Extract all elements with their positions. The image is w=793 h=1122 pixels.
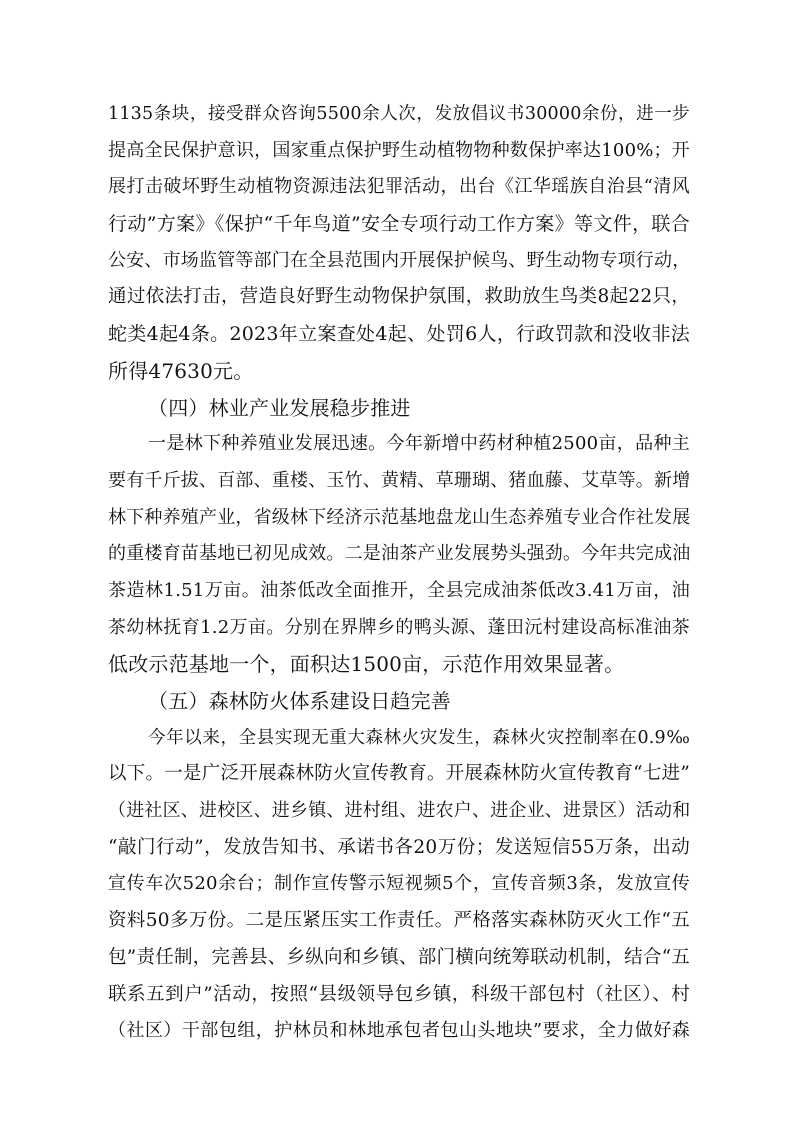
section-heading-fire-prevention bbox=[108, 683, 690, 720]
text-line: 林下种养殖产业，省级林下经济示范基地盘龙山生态养殖专业合作社发展 bbox=[108, 506, 691, 528]
section-heading: （五）森林防火体系建设日趋完善 bbox=[148, 689, 451, 713]
text-line: 行动”方案》《保护“千年鸟道”安全专项行动工作方案》等文件，联合 bbox=[108, 213, 690, 236]
text-line: 以下。一是广泛开展森林防火宣传教育。开展森林防火宣传教育“七进” bbox=[108, 763, 690, 785]
text-line: 今年以来，全县实现无重大森林火灾发生，森林火灾控制率在0.9‰ bbox=[148, 727, 690, 748]
text-line: 联系五到户”活动，按照“县级领导包乡镇，科级干部包村（社区）、村 bbox=[108, 983, 690, 1005]
text-line: （进社区、进校区、进乡镇、进村组、进农户、进企业、进景区）活动和 bbox=[108, 800, 691, 822]
text-line: 1135条块，接受群众咨询5500余人次，发放倡议书30000余份，进一步 bbox=[108, 104, 690, 124]
text-line: 要有千斤拔、百部、重楼、玉竹、黄精、草珊瑚、猪血藤、艾草等。新增 bbox=[108, 469, 691, 491]
text-line: 低改示范基地一个，面积达1500亩，示范作用效果显著。 bbox=[108, 652, 625, 677]
section-heading-forestry-industry bbox=[108, 390, 690, 427]
text-line: 展打击破坏野生动植物资源违法犯罪活动，出台《江华瑶族自治县“清风 bbox=[108, 176, 690, 198]
text-line: “敲门行动”，发放告知书、承诺书各20万份；发送短信55万条，出动 bbox=[108, 836, 690, 858]
text-line: 茶造林1.51万亩。油茶低改全面推开，全县完成油茶低改3.41万亩，油 bbox=[108, 579, 690, 601]
text-line: 宣传车次520余台；制作宣传警示短视频5个，宣传音频3条，发放宣传 bbox=[108, 873, 690, 895]
text-line: 所得47630元。 bbox=[108, 358, 254, 383]
text-line: 茶幼林抚育1.2万亩。分别在界牌乡的鸭头源、蓬田沅村建设高标准油茶 bbox=[108, 616, 690, 638]
text-line: 蛇类4起4条。2023年立案查处4起、处罚6人，行政罚款和没收非法 bbox=[108, 323, 690, 346]
text-line: 一是林下种养殖业发展迅速。今年新增中药材种植2500亩，品种主 bbox=[148, 433, 690, 455]
paragraph-fire-prevention bbox=[108, 720, 690, 1050]
text-line: 公安、市场监管等部门在全县范围内开展保护候鸟、野生动物专项行动， bbox=[108, 249, 691, 271]
text-line: 的重楼育苗基地已初见成效。二是油茶产业发展势头强劲。今年共完成油 bbox=[108, 543, 691, 565]
document-page bbox=[108, 96, 690, 1050]
text-line: （社区）干部包组，护林员和林地承包者包山头地块”要求，全力做好森 bbox=[108, 1020, 690, 1042]
paragraph-wildlife-protection bbox=[108, 96, 690, 390]
section-heading: （四）林业产业发展稳步推进 bbox=[148, 395, 411, 420]
text-line: 提高全民保护意识，国家重点保护野生动植物物种数保护率达100%；开 bbox=[108, 139, 690, 161]
text-line: 通过依法打击，营造良好野生动物保护氛围，救助放生鸟类8起22只， bbox=[108, 286, 690, 308]
text-line: 资料50多万份。二是压紧压实工作责任。严格落实森林防灭火工作“五 bbox=[108, 910, 690, 932]
paragraph-forestry-industry bbox=[108, 426, 690, 683]
text-line: 包”责任制，完善县、乡纵向和乡镇、部门横向统筹联动机制，结合“五 bbox=[108, 946, 690, 968]
